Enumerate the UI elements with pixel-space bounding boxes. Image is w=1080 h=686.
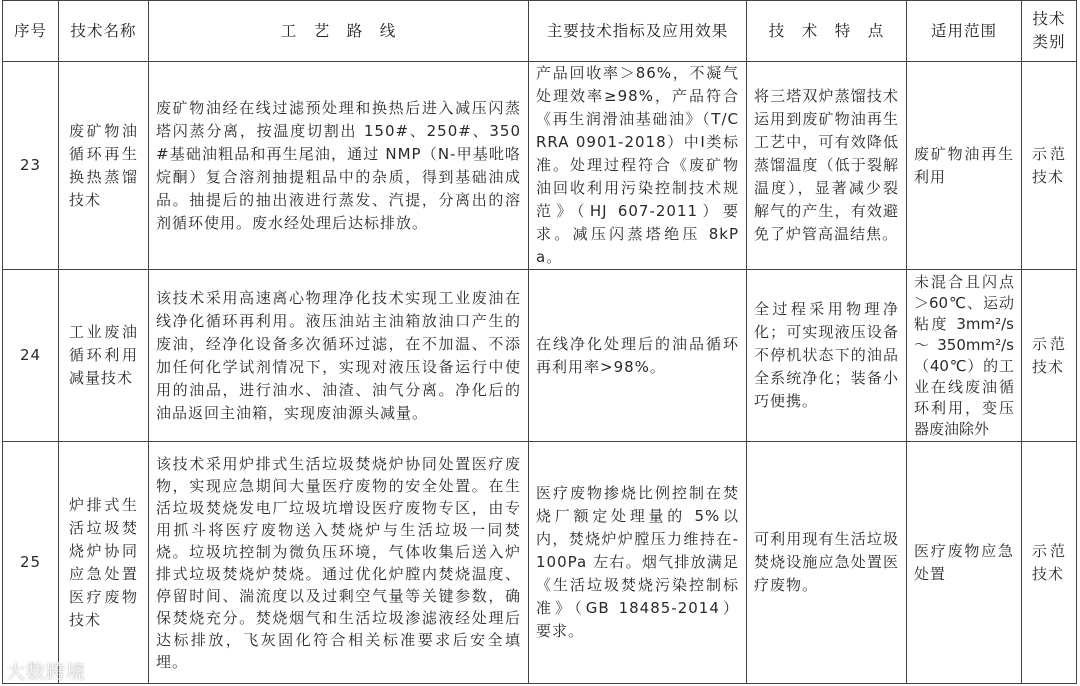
header-indicators: 主要技术指标及应用效果 xyxy=(529,1,747,62)
row-category: 示范技术 xyxy=(1022,442,1077,684)
table-row xyxy=(3,62,1077,270)
row-indicators: 医疗废物掺烧比例控制在焚烧厂额定处理量的 5%以内，焚烧炉炉膛压力维持在-100Pa 左右。烟气排放满足《生活垃圾焚烧污染控制标准》（GB 18485-2014）要求。 xyxy=(529,442,747,684)
table-row xyxy=(3,442,1077,684)
row-name: 炉排式生活垃圾焚烧炉协同应急处置医疗废物技术 xyxy=(59,442,149,684)
row-features: 将三塔双炉蒸馏技术运用到废矿物油再生工艺中，可有效降低蒸馏温度（低于裂解温度），显著减少裂解气的产生，有效避免了炉管高温结焦。 xyxy=(747,62,907,270)
row-process: 该技术采用高速离心物理净化技术实现工业废油在线净化循环再利用。液压油站主油箱放油口产生的废油，经净化设备多次循环过滤，在不加温、不添加任何化学试剂情况下，实现对液压设备运行中使用的油品，进行油水、油渣、油气分离。净化后的油品返回主油箱，实现废油源头减量。 xyxy=(149,270,529,442)
header-no: 序号 xyxy=(3,1,59,62)
header-features: 技 术 特 点 xyxy=(747,1,907,62)
row-category: 示范技术 xyxy=(1022,62,1077,270)
row-features: 全过程采用物理净化；可实现液压设备不停机状态下的油品全系统净化；装备小巧便携。 xyxy=(747,270,907,442)
header-name: 技术名称 xyxy=(59,1,149,62)
row-no: 25 xyxy=(3,442,59,684)
header-category: 技术类别 xyxy=(1022,1,1077,62)
table-row xyxy=(3,270,1077,442)
row-features: 可利用现有生活垃圾焚烧设施应急处置医疗废物。 xyxy=(747,442,907,684)
row-category: 示范技术 xyxy=(1022,270,1077,442)
row-no: 23 xyxy=(3,62,59,270)
row-scope: 未混合且闪点＞60℃、运动粘度 3mm²/s～350mm²/s（40℃）的工业在线废油循环利用，变压器废油除外 xyxy=(907,270,1022,442)
row-name: 废矿物油循环再生换热蒸馏技术 xyxy=(59,62,149,270)
watermark-logo: 大数跨境 xyxy=(6,661,87,683)
row-scope: 医疗废物应急处置 xyxy=(907,442,1022,684)
row-scope: 废矿物油再生利用 xyxy=(907,62,1022,270)
row-indicators: 在线净化处理后的油品循环再利用率>98%。 xyxy=(529,270,747,442)
table-header-row xyxy=(3,1,1077,62)
row-process: 该技术采用炉排式生活垃圾焚烧炉协同处置医疗废物，实现应急期间大量医疗废物的安全处置。在生活垃圾焚烧发电厂垃圾坑增设医疗废物专区，由专用抓斗将医疗废物送入焚烧炉与生活垃圾一同焚烧。垃圾坑控制为微负压环境，气体收集后送入炉排式垃圾焚烧炉焚烧。通过优化炉膛内焚烧温度、停留时间、湍流度以及过剩空气量等关键参数，确保焚烧充分。焚烧烟气和生活垃圾渗滤液经处理后达标排放，飞灰固化符合相关标准要求后安全填埋。 xyxy=(149,442,529,684)
technology-table xyxy=(2,0,1077,684)
row-process: 废矿物油经在线过滤预处理和换热后进入减压闪蒸塔闪蒸分离，按温度切割出 150#、250#、350#基础油粗品和再生尾油，通过 NMP（N-甲基吡咯烷酮）复合溶剂抽提粗品中的杂质，得到基础油成品。抽提后的抽出液进行蒸发、汽提，分离出的溶剂循环使用。废水经处理后达标排放。 xyxy=(149,62,529,270)
row-name: 工业废油循环利用减量技术 xyxy=(59,270,149,442)
row-no: 24 xyxy=(3,270,59,442)
header-process: 工 艺 路 线 xyxy=(149,1,529,62)
header-scope: 适用范围 xyxy=(907,1,1022,62)
row-indicators: 产品回收率＞86%，不凝气处理效率≥98%，产品符合《再生润滑油基础油》（T/CRRA 0901-2018）中Ⅰ类标准。处理过程符合《废矿物油回收利用污染控制技术规范》（HJ 607-2011）要求。减压闪蒸塔绝压 8kPa。 xyxy=(529,62,747,270)
